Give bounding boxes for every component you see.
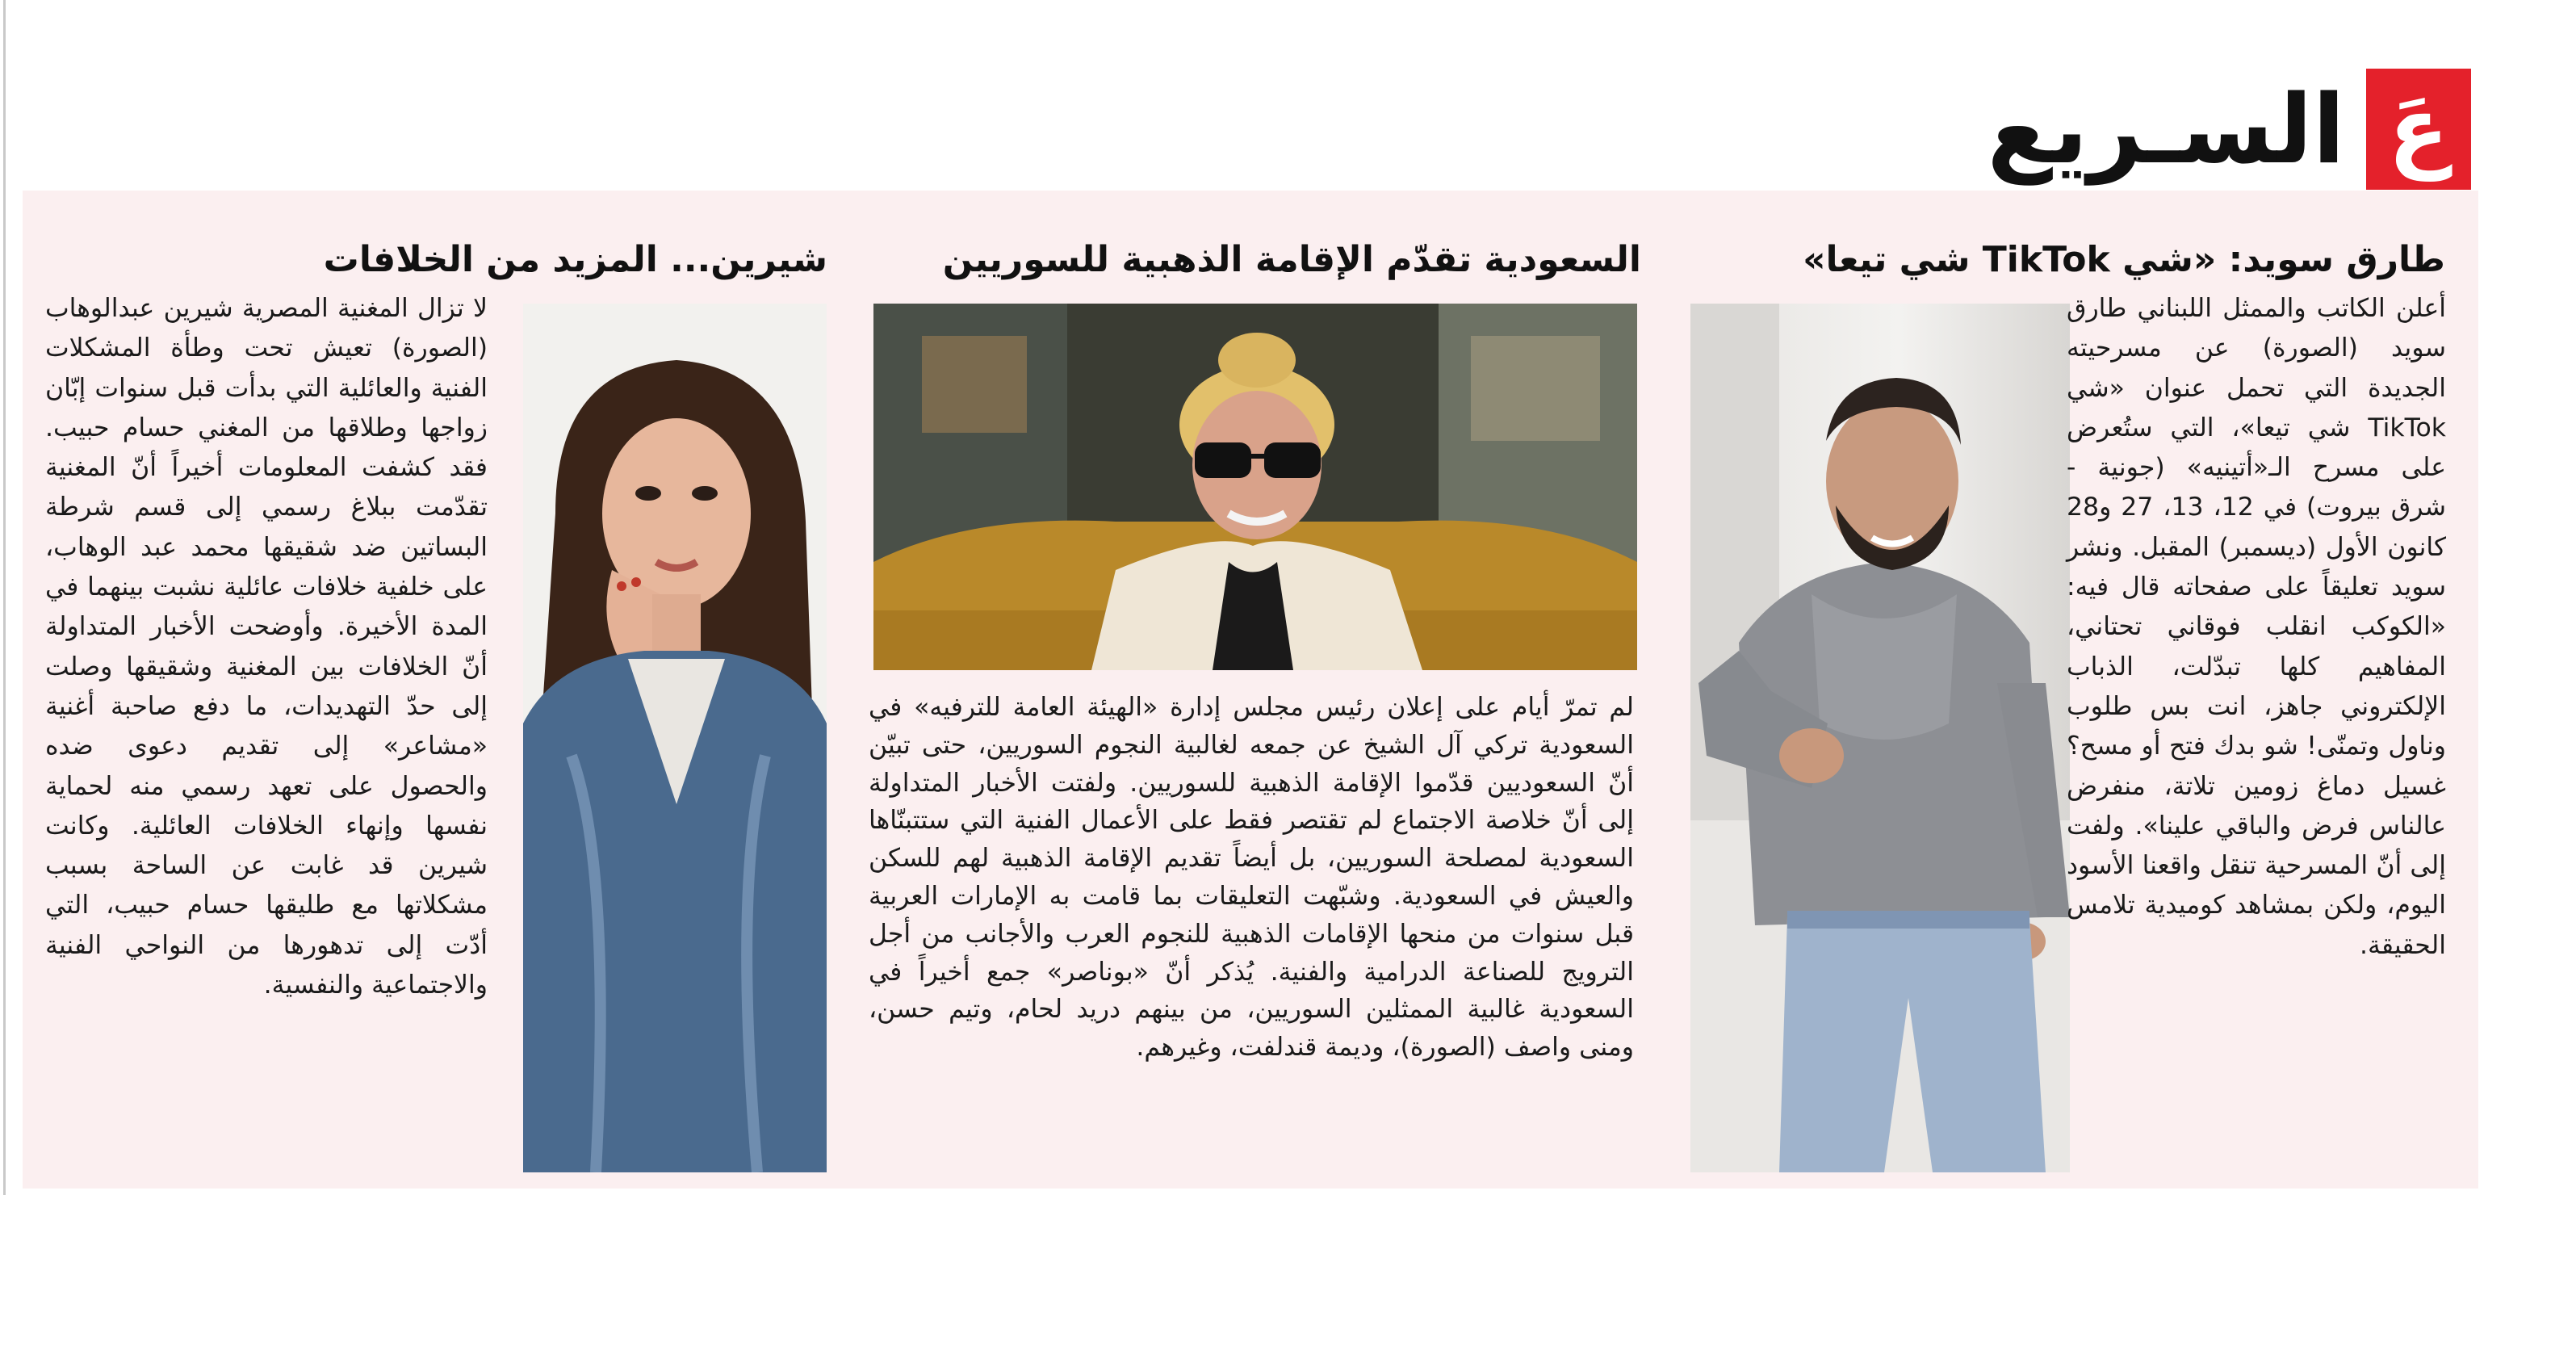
story-body-sherine: لا تزال المغنية المصرية شيرين عبدالوهاب (الصورة) تعيش تحت وطأة المشكلات الفنية والعائلية التي بدأت قبل سنوات إبّان زواجها وطلاقها من المغني حسام حبيب. فقد كشفت المعلومات أخيراً أنّ المغنية تقدّمت ببلاغ رسمي إلى قسم شرطة البساتين ضد شقيقها محمد عبد الوهاب، على خلفية خلافات عائلية نشبت بينهما في المدة الأخيرة. وأوضحت الأخبار المتداولة أنّ الخلافات بين المغنية وشقيقها وصلت إلى حدّ التهديدات، ما دفع صاحبة أغنية «مشاعر» إلى تقديم دعوى ضده والحصول على تعهد رسمي منه لحماية نفسها وإنهاء الخلافات العائلية. وكانت شيرين قد غابت عن الساحة بسبب مشكلاتها مع طليقها حسام حبيب، التي أدّت إلى تدهورها من النواحي الفنية والاجتماعية والنفسية. bbox=[45, 294, 488, 1000]
portrait-man-illustration bbox=[1690, 304, 2070, 1172]
portrait-woman-denim-illustration bbox=[523, 304, 827, 1172]
section-logo-letter: عَ bbox=[2388, 78, 2449, 181]
photo-mona-wassef bbox=[873, 304, 1637, 670]
photo-tarek-sweid bbox=[1690, 304, 2070, 1172]
section-title: السـريع bbox=[1987, 73, 2345, 185]
photo-sherine bbox=[523, 304, 827, 1172]
story-headline-tarek-sweid: طارق سويد: «شي TikTok شي تيعا» bbox=[1803, 239, 2445, 280]
story-headline-sherine: شيرين... المزيد من الخلافات bbox=[323, 239, 827, 280]
section-masthead bbox=[1987, 65, 2471, 194]
story-body-golden-residency: لم تمرّ أيام على إعلان رئيس مجلس إدارة «الهيئة العامة للترفيه» في السعودية تركي آل الشيخ عن جمعه لغالبية النجوم السوريين، حتى تبيّن أنّ السعوديين قدّموا الإقامة الذهبية للسوريين. ولفتت الأخبار المتداولة إلى أنّ خلاصة الاجتماع لم تقتصر فقط على الأعمال الفنية التي ستتبنّاها السعودية لمصلحة السوريين، بل أيضاً تقديم الإقامة الذهبية لهم للسكن والعيش في السعودية. وشبّهت التعليقات بما قامت به الإمارات العربية قبل سنوات من منحها الإقامات الذهبية للنجوم العرب والأجانب من أجل الترويج للصناعة الدرامية والفنية. يُذكر أنّ «بوناصر» جمع أخيراً في السعودية غالبية الممثلين السوريين، من بينهم دريد لحام، وتيم حسن، ومنى واصف (الصورة)، وديمة قندلفت، وغيرهم. bbox=[869, 693, 1634, 1063]
portrait-woman-sofa-illustration bbox=[873, 304, 1637, 670]
story-body-tarek-sweid: أعلن الكاتب والممثل اللبناني طارق سويد (الصورة) عن مسرحيته الجديدة التي تحمل عنوان «شي TikTok شي تيعا»، التي ستُعرض على مسرح الـ«أتينيه» (جونية - شرق بيروت) في 12، 13، 27 و28 كانون الأول (ديسمبر) المقبل. ونشر سويد تعليقاً على صفحاته قال فيه: «الكوكب انقلب فوقاني تحتاني، المفاهيم كلها تبدّلت، الذباب الإلكتروني جاهز، انت بس طلوب وناول وتمنّى! شو بدك فتح أو مسح؟ غسيل دماغ زومين تلاتة، منفرض عالناس فرض والباقي علينا». ولفت إلى أنّ المسرحية تنقل واقعنا الأسود اليوم، ولكن بمشاهد كوميدية تلامس الحقيقة. bbox=[2067, 294, 2446, 960]
section-logo bbox=[2366, 69, 2471, 190]
page-edge-rule bbox=[3, 0, 6, 1195]
story-headline-golden-residency: السعودية تقدّم الإقامة الذهبية للسوريين bbox=[942, 239, 1641, 280]
